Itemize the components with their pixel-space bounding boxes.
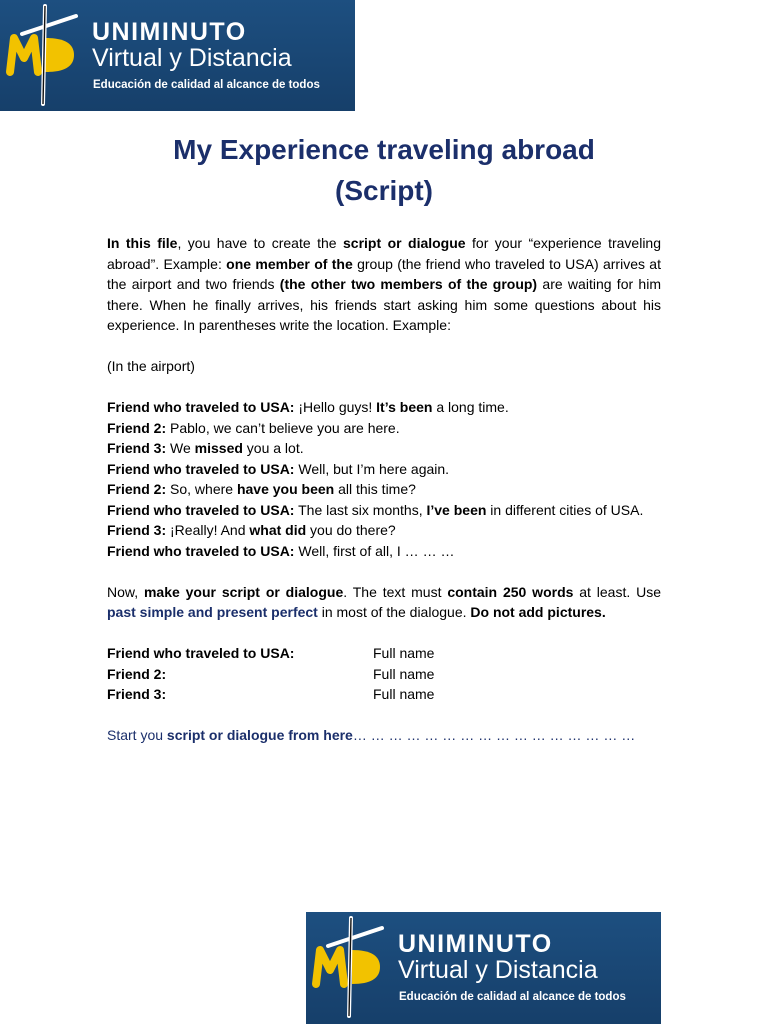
dialogue-line: Friend 3: ¡Really! And what did you do there? <box>107 522 396 538</box>
dialogue-line: Friend 3: We missed you a lot. <box>107 440 304 456</box>
instructions-paragraph: Now, make your script or dialogue. The text must contain 250 words at least. Use past simple and present perfect in most of the dialogue. Do not add pictures. <box>107 583 662 620</box>
uniminuto-logo-icon <box>306 912 396 1023</box>
example-dialogue <box>107 397 661 561</box>
document-title: My Experience traveling abroad <box>173 134 595 165</box>
role-row <box>107 643 661 664</box>
role-name: Full name <box>373 686 435 702</box>
brand-tagline: Educación de calidad al alcance de todos <box>399 991 626 1003</box>
header-banner <box>0 0 355 111</box>
footer-banner <box>306 912 661 1024</box>
role-row <box>107 684 661 705</box>
dialogue-line: Friend who traveled to USA: ¡Hello guys! It’s been a long time. <box>107 399 509 415</box>
brand-subtitle: Virtual y Distancia <box>92 44 292 72</box>
start-line: Start you script or dialogue from here… … … … … … … … … … … … … … … … <box>107 727 636 743</box>
role-name: Full name <box>373 665 435 682</box>
dialogue-line: Friend 2: Pablo, we can’t believe you are here. <box>107 419 400 436</box>
role-label: Friend 2: <box>107 665 167 682</box>
brand-name: UNIMINUTO <box>398 930 553 958</box>
role-label: Friend 3: <box>107 686 167 702</box>
dialogue-line: Friend who traveled to USA: Well, first of all, I … … … <box>107 542 455 559</box>
brand-name: UNIMINUTO <box>92 18 247 46</box>
brand-tagline: Educación de calidad al alcance de todos <box>93 79 320 91</box>
intro-paragraph: In this file, you have to create the script or dialogue for your “experience traveling abroad”. Example: one member of the group (the friend who traveled to USA) arrives at the airport and two friends (the other two members of the group) are waiting for him there. When he finally arrives, his friends start asking him some questions about his experience. In parentheses write the location. Example: <box>107 235 661 333</box>
brand-subtitle: Virtual y Distancia <box>398 956 598 984</box>
dialogue-line: Friend 2: So, where have you been all this time? <box>107 481 416 497</box>
roles-list <box>107 643 661 705</box>
role-label: Friend who traveled to USA: <box>107 645 295 661</box>
document-body <box>107 233 661 746</box>
role-row <box>107 664 661 685</box>
uniminuto-logo-icon <box>0 0 90 111</box>
role-name: Full name <box>373 645 435 661</box>
document-subtitle: (Script) <box>335 175 433 206</box>
dialogue-line: Friend who traveled to USA: Well, but I’m here again. <box>107 460 450 477</box>
dialogue-line: Friend who traveled to USA: The last six months, I’ve been in different cities of USA. <box>107 501 644 518</box>
location-note: (In the airport) <box>107 358 195 374</box>
